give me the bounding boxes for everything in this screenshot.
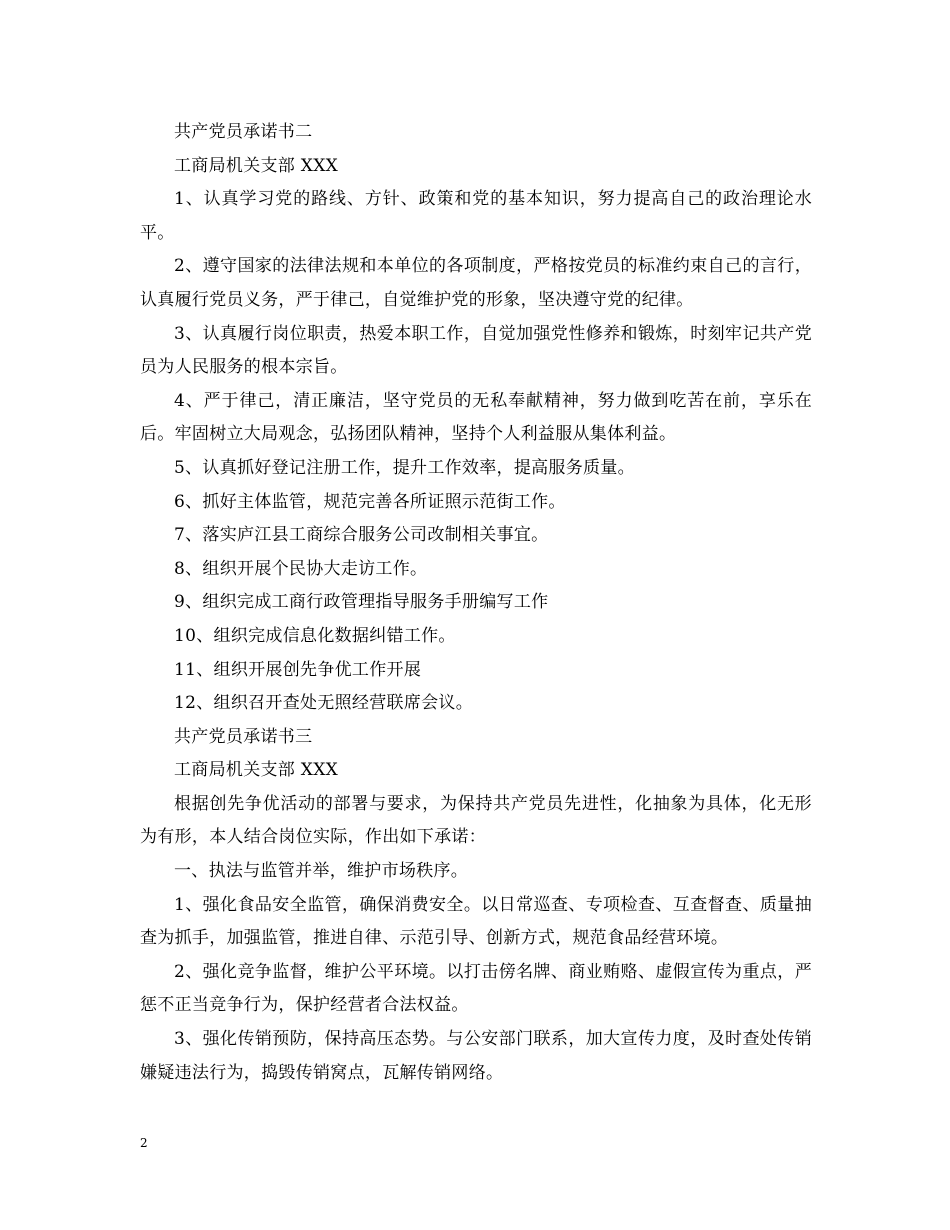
pledge-item-4: 4、严于律己，清正廉洁，坚守党员的无私奉献精神，努力做到吃苦在前，享乐在后。牢固树立大局观念，弘扬团队精神，坚持个人利益服从集体利益。 [140,390,812,445]
pledge-item-5: 5、认真抓好登记注册工作，提升工作效率，提高服务质量。 [174,457,635,478]
page-number: 2 [140,1136,148,1150]
pledge-item-8: 8、组织开展个民协大走访工作。 [174,558,428,579]
pledge-item-7: 7、落实庐江县工商综合服务公司改制相关事宜。 [174,525,549,546]
pledge-item-11: 11、组织开展创先争优工作开展 [174,659,422,680]
section-item-1: 1、强化食品安全监管，确保消费安全。以日常巡查、专项检查、互查督查、质量抽查为抓手，加强监管，推进自律、示范引导、创新方式，规范食品经营环境。 [140,894,812,949]
pledge-item-2: 2、遵守国家的法律法规和本单位的各项制度，严格按党员的标准约束自己的言行，认真履行党员义务，严于律己，自觉维护党的形象，坚决遵守党的纪律。 [140,256,812,310]
pledge-item-12: 12、组织召开查处无照经营联席会议。 [174,693,474,714]
author-line: 工商局机关支部 XXX [174,760,339,781]
intro-paragraph: 根据创先争优活动的部署与要求，为保持共产党员先进性，化抽象为具体，化无形为有形，本人结合岗位实际，作出如下承诺： [140,793,812,848]
pledge-item-9: 9、组织完成工商行政管理指导服务手册编写工作 [174,592,549,613]
pledge-item-10: 10、组织完成信息化数据纠错工作。 [174,625,456,646]
section-item-3: 3、强化传销预防，保持高压态势。与公安部门联系，加大宣传力度，及时查处传销嫌疑违法行为，捣毁传销窝点，瓦解传销网络。 [140,1029,812,1083]
heading-pledge-two: 共产党员承诺书二 [174,122,313,142]
document-body [140,116,812,1090]
section-item-2: 2、强化竞争监督，维护公平环境。以打击傍名牌、商业贿赂、虚假宣传为重点，严惩不正当竞争行为，保护经营者合法权益。 [140,961,812,1016]
author-line: 工商局机关支部 XXX [174,155,339,176]
pledge-item-3: 3、认真履行岗位职责，热爱本职工作，自觉加强党性修养和锻炼，时刻牢记共产党员为人民服务的根本宗旨。 [140,323,812,378]
heading-pledge-three: 共产党员承诺书三 [174,726,313,747]
pledge-item-6: 6、抓好主体监管，规范完善各所证照示范街工作。 [174,491,566,512]
pledge-item-1: 1、认真学习党的路线、方针、政策和党的基本知识，努力提高自己的政治理论水平。 [140,189,812,243]
section-heading-one: 一、执法与监管并举，维护市场秩序。 [174,861,469,882]
